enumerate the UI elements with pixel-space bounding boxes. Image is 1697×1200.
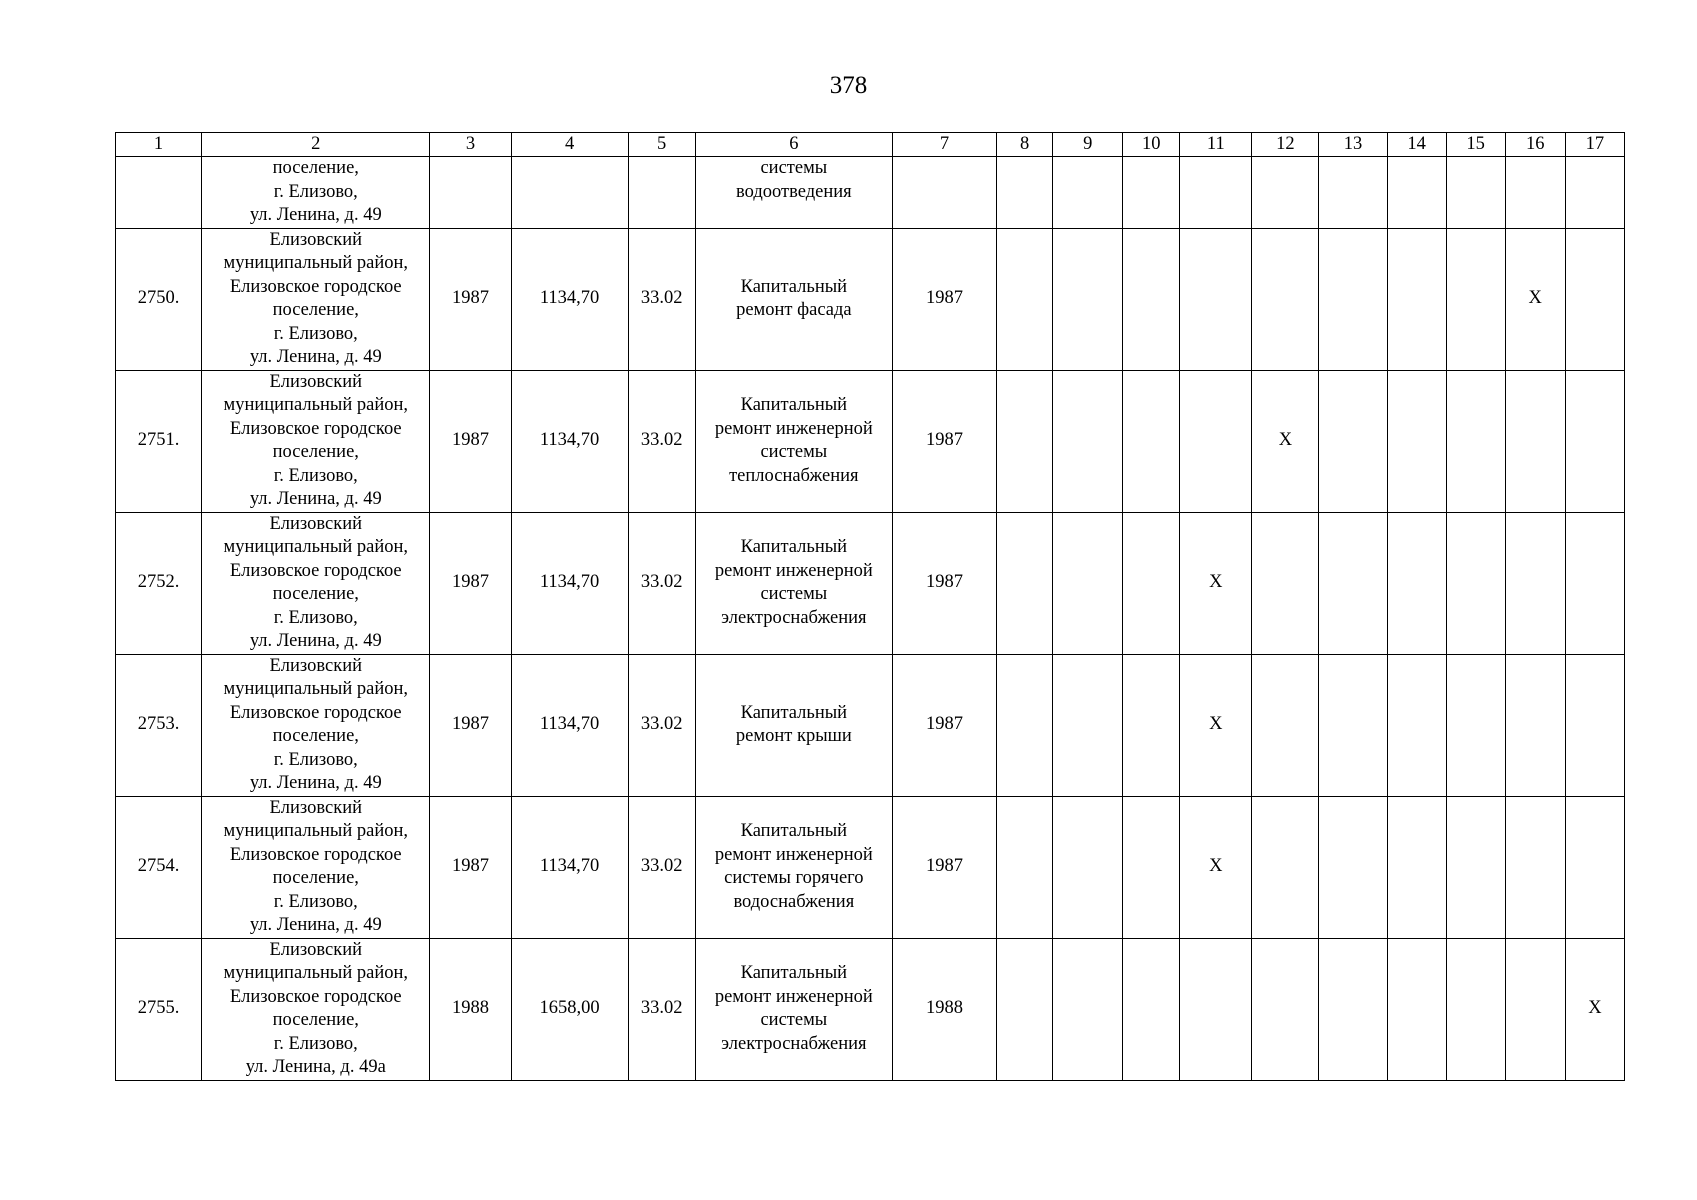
cell-work-line: системы bbox=[760, 1010, 828, 1030]
cell-address-line: г. Елизово, bbox=[273, 323, 358, 344]
cell-area bbox=[511, 157, 628, 229]
cell-col-9 bbox=[1053, 512, 1123, 654]
cell-year-7: 1987 bbox=[892, 654, 996, 796]
cell-col-17 bbox=[1565, 796, 1624, 938]
cell-number: 2755. bbox=[116, 938, 202, 1080]
cell-area: 1658,00 bbox=[511, 938, 628, 1080]
cell-col-9 bbox=[1053, 228, 1123, 370]
cell-work-line: ремонт крыши bbox=[735, 726, 852, 746]
cell-year: 1987 bbox=[430, 654, 511, 796]
table-row bbox=[116, 228, 1625, 370]
cell-mark-11: X bbox=[1180, 654, 1252, 796]
cell-work bbox=[695, 157, 892, 229]
cell-address-line: поселение, bbox=[272, 300, 359, 320]
cell-col-17 bbox=[1565, 370, 1624, 512]
cell-year: 1988 bbox=[430, 938, 511, 1080]
column-number-14: 14 bbox=[1387, 133, 1446, 157]
cell-work-line: Капитальный bbox=[740, 963, 848, 983]
cell-year: 1987 bbox=[430, 370, 511, 512]
cell-col-12 bbox=[1252, 512, 1319, 654]
cell-col-10 bbox=[1123, 654, 1180, 796]
column-number-13: 13 bbox=[1319, 133, 1387, 157]
cell-year-7: 1987 bbox=[892, 370, 996, 512]
cell-address-line: муниципальный район, bbox=[223, 253, 408, 273]
cell-col-9 bbox=[1053, 938, 1123, 1080]
table-row bbox=[116, 796, 1625, 938]
cell-address-line: г. Елизово, bbox=[273, 891, 358, 912]
cell-work bbox=[695, 796, 892, 938]
cell-work-line: системы bbox=[760, 584, 828, 604]
cell-number: 2751. bbox=[116, 370, 202, 512]
cell-address-line: муниципальный район, bbox=[223, 537, 408, 557]
cell-work bbox=[695, 228, 892, 370]
cell-work bbox=[695, 938, 892, 1080]
cell-col-10 bbox=[1123, 512, 1180, 654]
cell-address-line: муниципальный район, bbox=[223, 821, 408, 841]
cell-col-8 bbox=[997, 157, 1053, 229]
cell-work-line: теплоснабжения bbox=[729, 465, 859, 486]
cell-mark-17: X bbox=[1565, 938, 1624, 1080]
cell-col-17 bbox=[1565, 228, 1624, 370]
cell-col-17 bbox=[1565, 654, 1624, 796]
cell-col-8 bbox=[997, 370, 1053, 512]
cell-mark-11: X bbox=[1180, 796, 1252, 938]
cell-work-line: Капитальный bbox=[740, 395, 848, 415]
cell-work-line: Капитальный bbox=[740, 276, 848, 297]
cell-address-line: ул. Ленина, д. 49 bbox=[249, 489, 382, 509]
cell-work bbox=[695, 512, 892, 654]
cell-col-10 bbox=[1123, 938, 1180, 1080]
cell-address-line: г. Елизово, bbox=[273, 465, 358, 486]
cell-address-line: муниципальный район, bbox=[223, 963, 408, 983]
cell-col-9 bbox=[1053, 157, 1123, 229]
cell-col-12 bbox=[1252, 157, 1319, 229]
cell-work-line: системы bbox=[760, 442, 828, 462]
cell-col-8 bbox=[997, 938, 1053, 1080]
cell-address-line: поселение, bbox=[272, 868, 359, 888]
cell-address-line: поселение, bbox=[272, 1010, 359, 1030]
page-number: 378 bbox=[829, 72, 868, 99]
cell-col-14 bbox=[1387, 228, 1446, 370]
cell-work-line: системы bbox=[760, 158, 828, 178]
cell-address-line: ул. Ленина, д. 49 bbox=[249, 915, 382, 935]
cell-address-line: Елизовское городское bbox=[229, 844, 402, 865]
cell-mark-11: X bbox=[1180, 512, 1252, 654]
cell-code: 33.02 bbox=[628, 228, 695, 370]
cell-work-line: электроснабжения bbox=[721, 607, 867, 628]
cell-code: 33.02 bbox=[628, 938, 695, 1080]
cell-col-9 bbox=[1053, 370, 1123, 512]
cell-area: 1134,70 bbox=[511, 228, 628, 370]
cell-address-line: ул. Ленина, д. 49 bbox=[249, 347, 382, 367]
cell-col-16 bbox=[1505, 512, 1565, 654]
cell-work bbox=[695, 654, 892, 796]
cell-work-line: Капитальный bbox=[740, 821, 848, 841]
table-row bbox=[116, 654, 1625, 796]
cell-work bbox=[695, 370, 892, 512]
cell-col-13 bbox=[1319, 654, 1387, 796]
cell-col-14 bbox=[1387, 370, 1446, 512]
cell-col-16 bbox=[1505, 938, 1565, 1080]
cell-col-14 bbox=[1387, 796, 1446, 938]
table-row bbox=[116, 938, 1625, 1080]
cell-mark-12: X bbox=[1252, 370, 1319, 512]
cell-year-7: 1987 bbox=[892, 228, 996, 370]
cell-address bbox=[202, 228, 430, 370]
column-number-17: 17 bbox=[1565, 133, 1624, 157]
cell-year-7: 1987 bbox=[892, 796, 996, 938]
cell-address-line: Елизовский bbox=[269, 797, 363, 818]
column-number-5: 5 bbox=[628, 133, 695, 157]
cell-address bbox=[202, 796, 430, 938]
cell-address-line: г. Елизово, bbox=[273, 607, 358, 628]
column-number-12: 12 bbox=[1252, 133, 1319, 157]
cell-work-line: Капитальный bbox=[740, 702, 848, 723]
cell-address-line: поселение, bbox=[272, 584, 359, 604]
cell-col-11 bbox=[1180, 157, 1252, 229]
cell-address bbox=[202, 512, 430, 654]
cell-address bbox=[202, 938, 430, 1080]
cell-address-line: поселение, bbox=[272, 442, 359, 462]
cell-address-line: ул. Ленина, д. 49а bbox=[245, 1057, 386, 1077]
cell-area: 1134,70 bbox=[511, 796, 628, 938]
cell-col-14 bbox=[1387, 654, 1446, 796]
cell-address-line: г. Елизово, bbox=[273, 1033, 358, 1054]
cell-work-line: ремонт инженерной bbox=[714, 560, 873, 581]
cell-year-7: 1988 bbox=[892, 938, 996, 1080]
cell-address-line: Елизовское городское bbox=[229, 560, 402, 581]
column-number-1: 1 bbox=[116, 133, 202, 157]
column-number-11: 11 bbox=[1180, 133, 1252, 157]
cell-col-9 bbox=[1053, 654, 1123, 796]
cell-address-line: Елизовский bbox=[269, 655, 363, 676]
cell-year: 1987 bbox=[430, 796, 511, 938]
cell-address-line: Елизовское городское bbox=[229, 276, 402, 297]
cell-col-11 bbox=[1180, 228, 1252, 370]
cell-year: 1987 bbox=[430, 228, 511, 370]
cell-year: 1987 bbox=[430, 512, 511, 654]
cell-work-line: водоснабжения bbox=[733, 891, 855, 912]
cell-col-12 bbox=[1252, 654, 1319, 796]
cell-col-17 bbox=[1565, 157, 1624, 229]
cell-col-12 bbox=[1252, 796, 1319, 938]
cell-col-12 bbox=[1252, 938, 1319, 1080]
cell-col-14 bbox=[1387, 512, 1446, 654]
cell-year bbox=[430, 157, 511, 229]
cell-col-15 bbox=[1446, 796, 1505, 938]
cell-address-line: ул. Ленина, д. 49 bbox=[249, 773, 382, 793]
cell-work-line: ремонт инженерной bbox=[714, 844, 873, 865]
cell-number: 2754. bbox=[116, 796, 202, 938]
cell-col-13 bbox=[1319, 796, 1387, 938]
cell-col-8 bbox=[997, 654, 1053, 796]
cell-area: 1134,70 bbox=[511, 654, 628, 796]
cell-address-line: Елизовский bbox=[269, 229, 363, 250]
cell-col-17 bbox=[1565, 512, 1624, 654]
cell-col-14 bbox=[1387, 157, 1446, 229]
cell-address-line: Елизовский bbox=[269, 513, 363, 534]
cell-code bbox=[628, 157, 695, 229]
cell-col-14 bbox=[1387, 938, 1446, 1080]
cell-address-line: ул. Ленина, д. 49 bbox=[249, 631, 382, 651]
column-number-15: 15 bbox=[1446, 133, 1505, 157]
column-number-row bbox=[116, 133, 1625, 157]
cell-work-line: Капитальный bbox=[740, 537, 848, 557]
continuation-row bbox=[116, 157, 1625, 229]
cell-work-line: электроснабжения bbox=[721, 1033, 867, 1054]
cell-col-16 bbox=[1505, 370, 1565, 512]
register-table bbox=[115, 132, 1625, 1081]
cell-number bbox=[116, 157, 202, 229]
column-number-2: 2 bbox=[202, 133, 430, 157]
cell-col-13 bbox=[1319, 157, 1387, 229]
cell-mark-16: X bbox=[1505, 228, 1565, 370]
cell-col-16 bbox=[1505, 654, 1565, 796]
cell-address-line: г. Елизово, bbox=[273, 181, 358, 202]
cell-col-11 bbox=[1180, 370, 1252, 512]
table-body bbox=[116, 157, 1625, 1081]
cell-col-10 bbox=[1123, 228, 1180, 370]
cell-col-10 bbox=[1123, 370, 1180, 512]
cell-col-16 bbox=[1505, 796, 1565, 938]
cell-col-13 bbox=[1319, 370, 1387, 512]
column-number-16: 16 bbox=[1505, 133, 1565, 157]
cell-col-15 bbox=[1446, 512, 1505, 654]
cell-work-line: ремонт фасада bbox=[736, 300, 852, 320]
cell-col-15 bbox=[1446, 228, 1505, 370]
table-row bbox=[116, 512, 1625, 654]
cell-address bbox=[202, 157, 430, 229]
cell-address-line: г. Елизово, bbox=[273, 749, 358, 770]
cell-col-15 bbox=[1446, 157, 1505, 229]
cell-col-8 bbox=[997, 228, 1053, 370]
cell-address-line: муниципальный район, bbox=[223, 395, 408, 415]
table-row bbox=[116, 370, 1625, 512]
cell-col-7 bbox=[892, 157, 996, 229]
cell-col-15 bbox=[1446, 370, 1505, 512]
cell-address-line: ул. Ленина, д. 49 bbox=[249, 205, 382, 225]
cell-col-12 bbox=[1252, 228, 1319, 370]
cell-work-line: ремонт инженерной bbox=[714, 986, 873, 1007]
cell-address-line: муниципальный район, bbox=[223, 679, 408, 699]
cell-number: 2750. bbox=[116, 228, 202, 370]
cell-address-line: Елизовское городское bbox=[229, 418, 402, 439]
cell-address-line: Елизовский bbox=[269, 939, 363, 960]
cell-year-7: 1987 bbox=[892, 512, 996, 654]
cell-area: 1134,70 bbox=[511, 512, 628, 654]
cell-address-line: поселение, bbox=[272, 158, 359, 178]
cell-code: 33.02 bbox=[628, 796, 695, 938]
cell-work-line: водоотведения bbox=[736, 181, 852, 202]
column-number-9: 9 bbox=[1053, 133, 1123, 157]
cell-address-line: поселение, bbox=[272, 726, 359, 746]
column-number-6: 6 bbox=[695, 133, 892, 157]
cell-work-line: ремонт инженерной bbox=[714, 418, 873, 439]
cell-code: 33.02 bbox=[628, 654, 695, 796]
cell-col-16 bbox=[1505, 157, 1565, 229]
cell-col-13 bbox=[1319, 228, 1387, 370]
column-number-4: 4 bbox=[511, 133, 628, 157]
cell-col-8 bbox=[997, 796, 1053, 938]
cell-col-10 bbox=[1123, 796, 1180, 938]
cell-number: 2752. bbox=[116, 512, 202, 654]
cell-col-15 bbox=[1446, 938, 1505, 1080]
column-number-7: 7 bbox=[892, 133, 996, 157]
cell-col-11 bbox=[1180, 938, 1252, 1080]
cell-address-line: Елизовское городское bbox=[229, 986, 402, 1007]
cell-col-9 bbox=[1053, 796, 1123, 938]
cell-work-line: системы горячего bbox=[724, 868, 864, 888]
cell-col-13 bbox=[1319, 938, 1387, 1080]
cell-code: 33.02 bbox=[628, 370, 695, 512]
column-number-3: 3 bbox=[430, 133, 511, 157]
cell-number: 2753. bbox=[116, 654, 202, 796]
cell-address-line: Елизовский bbox=[269, 371, 363, 392]
cell-area: 1134,70 bbox=[511, 370, 628, 512]
cell-col-13 bbox=[1319, 512, 1387, 654]
column-number-8: 8 bbox=[997, 133, 1053, 157]
cell-address bbox=[202, 654, 430, 796]
cell-address bbox=[202, 370, 430, 512]
cell-code: 33.02 bbox=[628, 512, 695, 654]
column-number-10: 10 bbox=[1123, 133, 1180, 157]
cell-col-15 bbox=[1446, 654, 1505, 796]
cell-address-line: Елизовское городское bbox=[229, 702, 402, 723]
cell-col-8 bbox=[997, 512, 1053, 654]
cell-col-10 bbox=[1123, 157, 1180, 229]
